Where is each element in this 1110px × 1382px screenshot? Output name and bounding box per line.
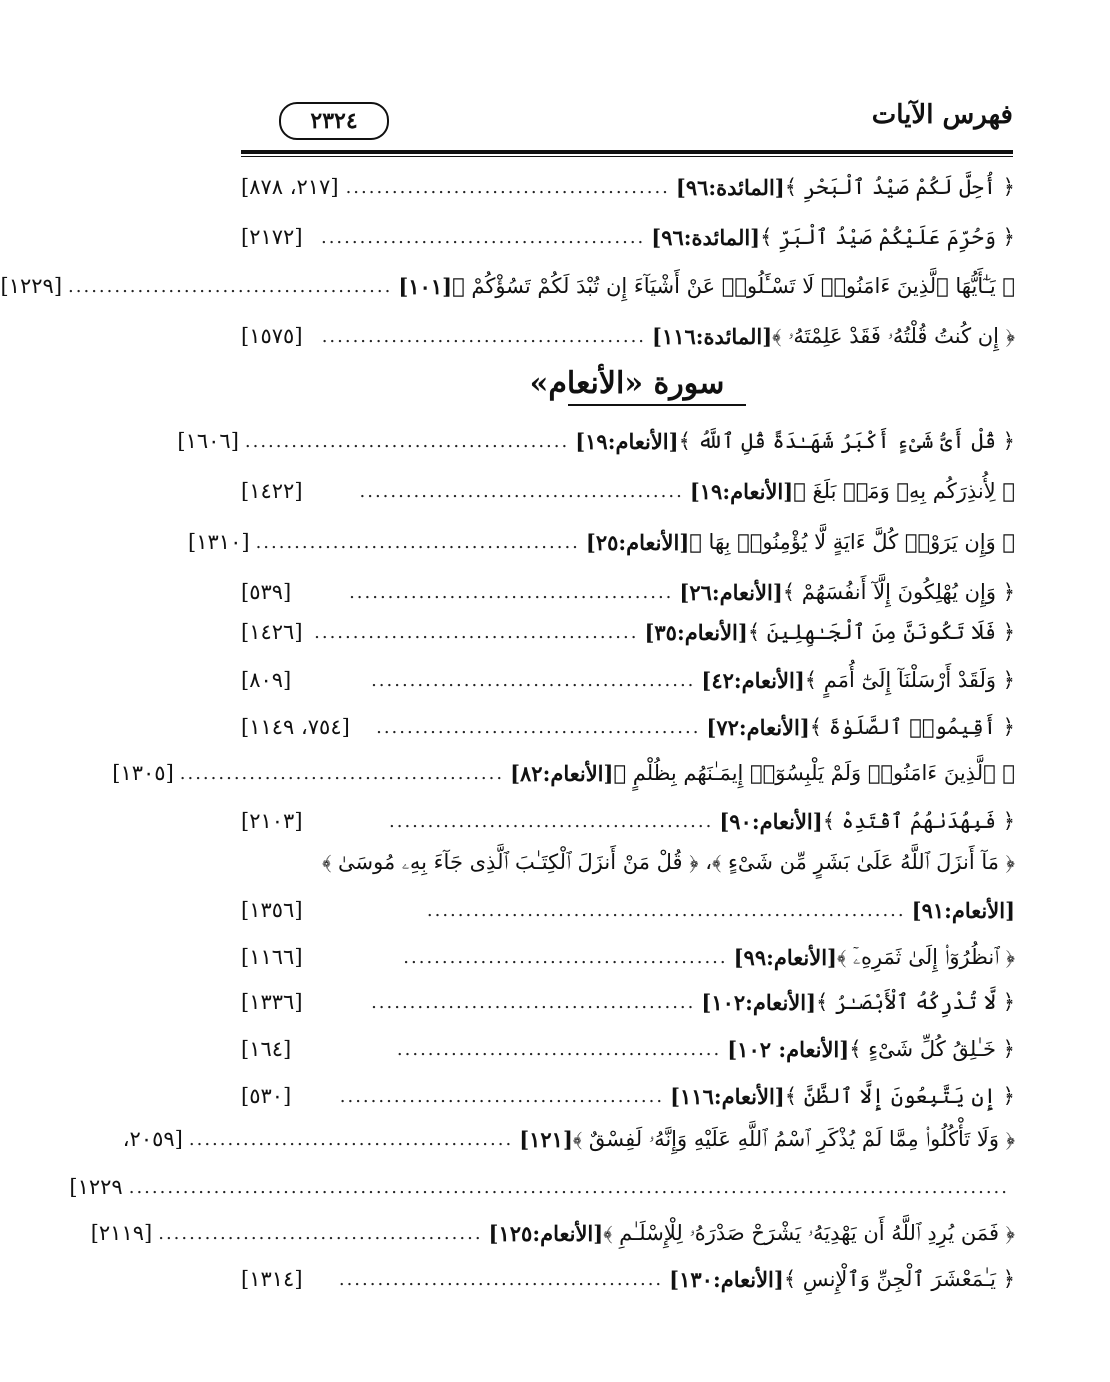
- index-entry: [241, 316, 1015, 356]
- index-entry: [241, 1029, 1015, 1069]
- verse-text: ﴿ وَلَا تَأْكُلُوا۟ مِمَّا لَمْ يُذْكَرِ ٱسْمُ ٱللَّهِ عَلَيْهِ وَإِنَّهُۥ لَفِسْقٌ ﴾: [572, 1126, 1015, 1151]
- verse-ref: [١٢١]: [519, 1126, 573, 1152]
- verse-text: ﴿ لِأُنذِرَكُم بِهِۦ وَمَنۢ بَلَغَ ﴾: [793, 479, 1015, 503]
- page-refs: [٢١١٩]: [90, 1221, 153, 1245]
- leader-dots: ..........................................: [403, 946, 728, 968]
- page-refs: [١٤٢٢]: [241, 479, 303, 503]
- sura-heading: سورة «الأنعام»: [529, 366, 725, 401]
- verse-text: ﴿ لَّا تُدْرِكُهُ ٱلْأَبْصَـٰرُ ﴾: [816, 990, 1015, 1014]
- index-entry: [241, 217, 1015, 257]
- verse-text: ﴿ وَحُرِّمَ عَلَيْكُمْ صَيْدُ ٱلْبَرِّ ﴾: [760, 225, 1015, 249]
- verse-ref: [الأنعام:٢٥]: [585, 529, 690, 555]
- header-rule-thin: [241, 156, 1013, 157]
- index-entry: [177, 421, 1015, 461]
- leader-dots: ..........................................: [376, 716, 701, 738]
- page-refs: [٥٣٠]: [241, 1084, 292, 1108]
- page-refs: [١٣١٤]: [241, 1267, 303, 1291]
- verse-ref: [المائدة:٩٦]: [651, 224, 761, 250]
- verse-text: ﴿ ٱنظُرُوٓا۟ إِلَىٰ ثَمَرِهِۦٓ ﴾: [836, 944, 1015, 969]
- verse-text: ﴿ وَلَقَدْ أَرْسَلْنَآ إِلَىٰٓ أُمَمٍ ﴾: [804, 668, 1015, 692]
- verse-ref: [الأنعام:٣٥]: [644, 619, 748, 645]
- sura-underline: [568, 404, 746, 406]
- index-entry: [241, 612, 1015, 652]
- verse-ref: [الأنعام:١٣٠]: [669, 1266, 784, 1292]
- page-refs: [١٤٢٦]: [241, 620, 303, 644]
- page-refs: [١٣٥٦]: [241, 898, 303, 922]
- page-refs: ١٢٢٩]: [69, 1175, 123, 1199]
- verse-ref: [المائدة:٩٦]: [675, 174, 785, 200]
- leader-dots: ..........................................: [158, 1222, 483, 1244]
- page-refs: [١٣٠٥]: [112, 761, 174, 785]
- index-entry: [90, 1213, 1015, 1253]
- leader-dots: ..........................................: [320, 226, 646, 248]
- page-refs: [٢١٧، ٨٧٨]: [241, 175, 339, 199]
- header-rule: [241, 150, 1013, 154]
- verse-ref: [الأنعام:١٠٢]: [701, 989, 817, 1015]
- leader-dots: ..........................................: [371, 669, 696, 691]
- leader-dots: ..........................................: [339, 1085, 665, 1107]
- index-entry: [241, 801, 1015, 841]
- verse-ref: [الأنعام:١٩]: [575, 428, 679, 454]
- verse-ref: [الأنعام:٤٢]: [701, 667, 805, 693]
- leader-dots: ..........................................: [396, 1038, 722, 1060]
- page-refs: [١٦٠٦]: [177, 429, 239, 453]
- index-entry: [241, 1076, 1015, 1116]
- index-entry: [0, 266, 1015, 306]
- verse-ref: [الأنعام:٩٩]: [733, 944, 837, 970]
- verse-text: ﴿ إِن كُنتُ قُلْتُهُۥ فَقَدْ عَلِمْتَهُۥ ﴾: [772, 323, 1015, 348]
- index-entry: [241, 471, 1015, 511]
- verse-text: ﴿ فَمَن يُرِدِ ٱللَّهُ أَن يَهْدِيَهُۥ يَشْرَحْ صَدْرَهُۥ لِلْإِسْلَـٰمِ ﴾: [603, 1220, 1015, 1245]
- verse-text: ﴿ خَـٰلِقُ كُلِّ شَىْءٍ ﴾: [849, 1037, 1015, 1061]
- index-entry: [241, 982, 1015, 1022]
- page-refs: [٢١٧٢]: [241, 225, 303, 249]
- index-entry: [241, 937, 1015, 977]
- index-entry: [241, 1259, 1015, 1299]
- leader-dots: ..........................................: [255, 531, 580, 553]
- verse-ref: [المائدة:١١٦]: [652, 323, 773, 349]
- leader-dots: ..............................................................: [426, 899, 906, 921]
- verse-ref: [الأنعام:١١٦]: [670, 1083, 785, 1109]
- index-entry: [241, 572, 1015, 612]
- page-number: ٢٣٢٤: [279, 102, 389, 140]
- verse-ref: [الأنعام:٧٢]: [706, 714, 810, 740]
- page-refs: [٧٥٤، ١١٤٩]: [241, 715, 350, 739]
- verse-text: ﴿ فَلَا تَكُونَنَّ مِنَ ٱلْجَـٰهِلِينَ ﴾: [747, 620, 1015, 644]
- leader-dots: ..........................................: [345, 176, 670, 198]
- leader-dots: ..................................................................................................................: [128, 1176, 1009, 1198]
- leader-dots: ..........................................: [359, 480, 684, 502]
- verse-ref: [الأنعام:١٩]: [689, 478, 794, 504]
- page-header: [241, 92, 1013, 152]
- index-entry: [241, 707, 1015, 747]
- page-refs: [١٢٢٩]: [0, 274, 63, 298]
- page-refs: [٨٠٩]: [241, 668, 292, 692]
- page-refs: [٥٣٩]: [241, 580, 292, 604]
- page-title: فهرس الآيات: [871, 100, 1013, 130]
- leader-dots: ..........................................: [68, 275, 393, 297]
- leader-dots: ..........................................: [314, 621, 639, 643]
- index-entry-continuation: [241, 890, 1015, 930]
- page-refs: [١٥٧٥]: [241, 324, 303, 348]
- verse-text: ﴿ قُلْ أَىُّ شَىْءٍ أَكْبَرُ شَهَـٰدَةً قُلِ ٱللَّهُ ﴾: [678, 429, 1015, 453]
- verse-text: ﴿ فَبِهُدَىٰهُمُ ٱقْتَدِهْ ﴾: [822, 809, 1015, 833]
- verse-ref: [الأنعام: ١٠٢]: [727, 1036, 850, 1062]
- index-entry-continuation: [69, 1167, 1015, 1207]
- leader-dots: ..........................................: [179, 762, 505, 784]
- index-entry: [112, 753, 1015, 793]
- verse-ref: [الأنعام:١٢٥]: [488, 1220, 604, 1246]
- leader-dots: ..........................................: [349, 581, 674, 603]
- page-refs: [٢٠٥٩،: [122, 1127, 183, 1151]
- page-refs: [١٣١٠]: [188, 530, 250, 554]
- verse-ref: [الأنعام:٩٠]: [719, 808, 823, 834]
- index-entry: [241, 660, 1015, 700]
- index-entry: [188, 522, 1015, 562]
- leader-dots: ..........................................: [321, 325, 647, 347]
- verse-text: ﴿ أُحِلَّ لَكُمْ صَيْدُ ٱلْبَحْرِ ﴾: [784, 175, 1015, 199]
- leader-dots: ..........................................: [244, 430, 570, 452]
- page-refs: [١٦٤]: [241, 1037, 292, 1061]
- verse-text: ﴿ ٱلَّذِينَ ءَامَنُوا۟ وَلَمْ يَلْبِسُوٓا۟ إِيمَـٰنَهُم بِظُلْمٍ ﴾: [613, 761, 1015, 785]
- verse-text: ﴿ إِن يَتَّبِعُونَ إِلَّا ٱلظَّنَّ ﴾: [784, 1084, 1015, 1108]
- leader-dots: ..........................................: [188, 1128, 514, 1150]
- index-entry: [241, 167, 1015, 207]
- verse-text: ﴿ يَـٰمَعْشَرَ ٱلْجِنِّ وَٱلْإِنسِ ﴾: [783, 1267, 1015, 1291]
- verse-text: ﴿ يَـٰٓأَيُّهَا ٱلَّذِينَ ءَامَنُوا۟ لَا تَسْـَٔلُوا۟ عَنْ أَشْيَآءَ إِن تُبْدَ لَكُمْ تَسُؤْكُمْ ﴾: [452, 274, 1015, 298]
- page-refs: [١١٦٦]: [241, 945, 303, 969]
- verse-ref: [١٠١]: [398, 273, 453, 299]
- verse-text: ﴿ مَآ أَنزَلَ ٱللَّهُ عَلَىٰ بَشَرٍ مِّن شَىْءٍ ﴾، ﴿ قُلْ مَنْ أَنزَلَ ٱلْكِتَـٰبَ ٱلَّذِى جَآءَ بِهِۦ مُوسَىٰ ﴾: [322, 849, 1015, 874]
- verse-ref: [الأنعام:٢٦]: [679, 579, 783, 605]
- leader-dots: ..........................................: [338, 1268, 664, 1290]
- page-refs: [١٣٣٦]: [241, 990, 303, 1014]
- index-entry-multiline: [241, 842, 1015, 882]
- verse-ref: [الأنعام:٩١]: [911, 897, 1015, 923]
- page-refs: [٢١٠٣]: [241, 809, 303, 833]
- index-entry: [122, 1119, 1015, 1159]
- leader-dots: ..........................................: [389, 810, 714, 832]
- verse-text: ﴿ وَإِن يَرَوْا۟ كُلَّ ءَايَةٍ لَّا يُؤْمِنُوا۟ بِهَا ﴾: [689, 530, 1015, 554]
- verse-ref: [الأنعام:٨٢]: [510, 760, 614, 786]
- verse-text: ﴿ وَإِن يُهْلِكُونَ إِلَّآ أَنفُسَهُمْ ﴾: [782, 580, 1015, 604]
- verse-text: ﴿ أَقِيمُوا۟ ٱلصَّلَوٰةَ ﴾: [809, 715, 1015, 739]
- leader-dots: ..........................................: [371, 991, 696, 1013]
